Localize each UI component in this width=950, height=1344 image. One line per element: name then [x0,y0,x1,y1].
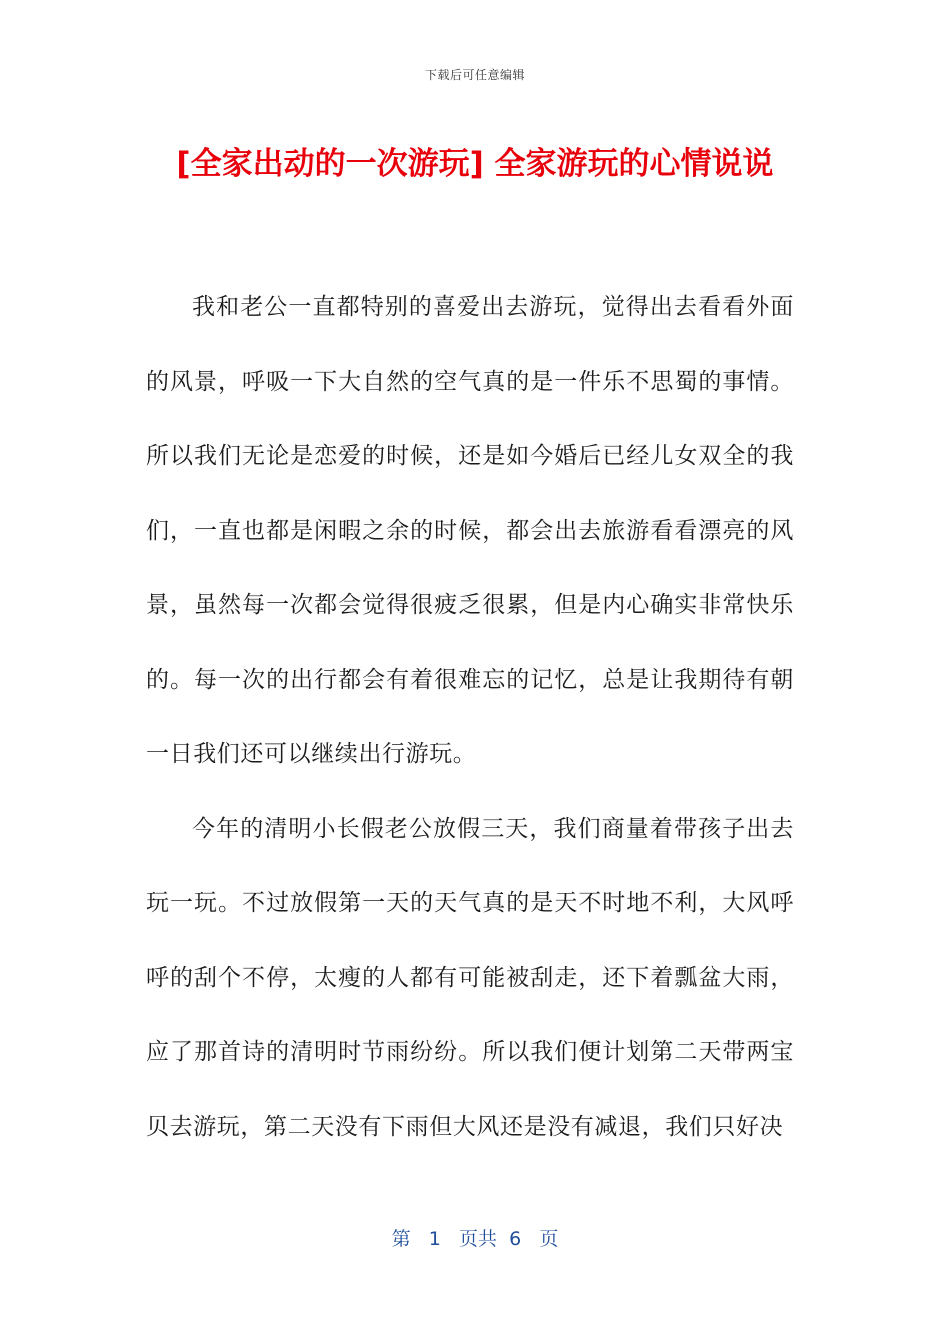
page-label-prefix: 第 [391,1228,411,1250]
paragraph-1: 我和老公一直都特别的喜爱出去游玩，觉得出去看看外面的风景，呼吸一下大自然的空气真的是一件乐不思蜀的事情。所以我们无论是恋爱的时候，还是如今婚后已经儿女双全的我们，一直也都是闲暇之余的时候，都会出去旅游看看漂亮的风景，虽然每一次都会觉得很疲乏很累，但是内心确实非常快乐的。每一次的出行都会有着很难忘的记忆，总是让我期待有朝一日我们还可以继续出行游玩。 [146,294,794,767]
document-body [146,270,794,1164]
current-page-number: 1 [428,1228,441,1250]
page-label-suffix: 页 [539,1228,559,1250]
paragraph-2: 今年的清明小长假老公放假三天，我们商量着带孩子出去玩一玩。不过放假第一天的天气真的是天不时地不利，大风呼呼的刮个不停，太瘦的人都有可能被刮走，还下着瓢盆大雨，应了那首诗的清明时节雨纷纷。所以我们便计划第二天带两宝贝去游玩，第二天没有下雨但大风还是没有减退，我们只好决 [146,815,794,1140]
total-pages-number: 6 [509,1228,522,1250]
page-label-mid: 页共 [459,1228,498,1250]
document-title: [全家出动的一次游玩] 全家游玩的心情说说 [176,146,774,182]
header-note: 下载后可任意编辑 [424,68,525,82]
page-footer [0,1224,950,1251]
